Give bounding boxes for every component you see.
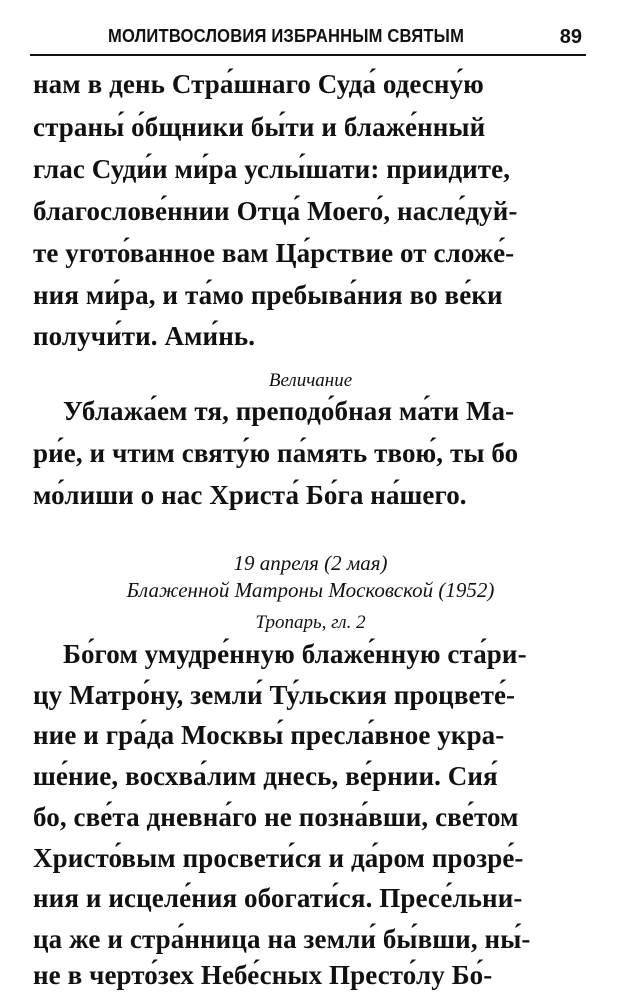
text-line: Ублажа́ем тя, преподо́бная ма́ти Ма- [63,396,515,426]
text-line: ния ми́ра, и та́мо пребыва́ния во ве́ки [33,280,503,310]
text-line: ше́ние, восхва́лим днесь, ве́рнии. Сия́ [33,761,498,791]
text-line: ри́е, и чтим святу́ю па́мять твою́, ты бо [33,438,519,468]
text-line: Бо́гом умудре́нную блаже́нную ста́ри- [63,639,527,669]
troparion-heading: Тропарь, гл. 2 [255,612,366,633]
text-line: не в черто́зех Небе́сных Престо́лу Бо́- [33,960,493,990]
page-header [30,26,586,56]
saint-name: Блаженной Матроны Московской (1952) [126,578,495,602]
text-line: благослове́ннии Отца́ Моего́, насле́дуй- [33,196,518,226]
text-line: ния и исцеле́ния обогати́ся. Пресе́льни- [33,883,523,913]
text-line: нам в день Стра́шнаго Суда́ одесну́ю [33,69,484,99]
magnification-heading: Величание [268,370,353,391]
text-line: Христо́вым просвети́ся и да́ром прозре́- [33,843,524,873]
running-title: МОЛИТВОСЛОВИЯ ИЗБРАННЫМ СВЯТЫМ [108,26,465,46]
text-line: цу Матро́ну, земли́ Ту́льския процвете́- [33,680,516,710]
text-line: глас Суди́и ми́ра услы́шати: приидите, [33,154,511,184]
text-line: бо, све́та дневна́го не позна́вши, све́том [33,802,519,832]
text-line: ние и гра́да Москвы́ пресла́вное укра- [33,720,505,750]
text-line: ца же и стра́нница на земли́ бы́вши, ны́- [33,924,531,954]
page-number: 89 [559,26,582,48]
text-line: мо́лиши о нас Христа́ Бо́га на́шего. [33,480,467,510]
text-line: те угото́ванное вам Ца́рствие от сложе́- [33,238,515,268]
text-line: получи́ти. Ами́нь. [33,321,256,351]
text-line: страны́ о́бщники бы́ти и блаже́нный [33,112,486,142]
feast-date: 19 апреля (2 мая) [233,551,388,575]
